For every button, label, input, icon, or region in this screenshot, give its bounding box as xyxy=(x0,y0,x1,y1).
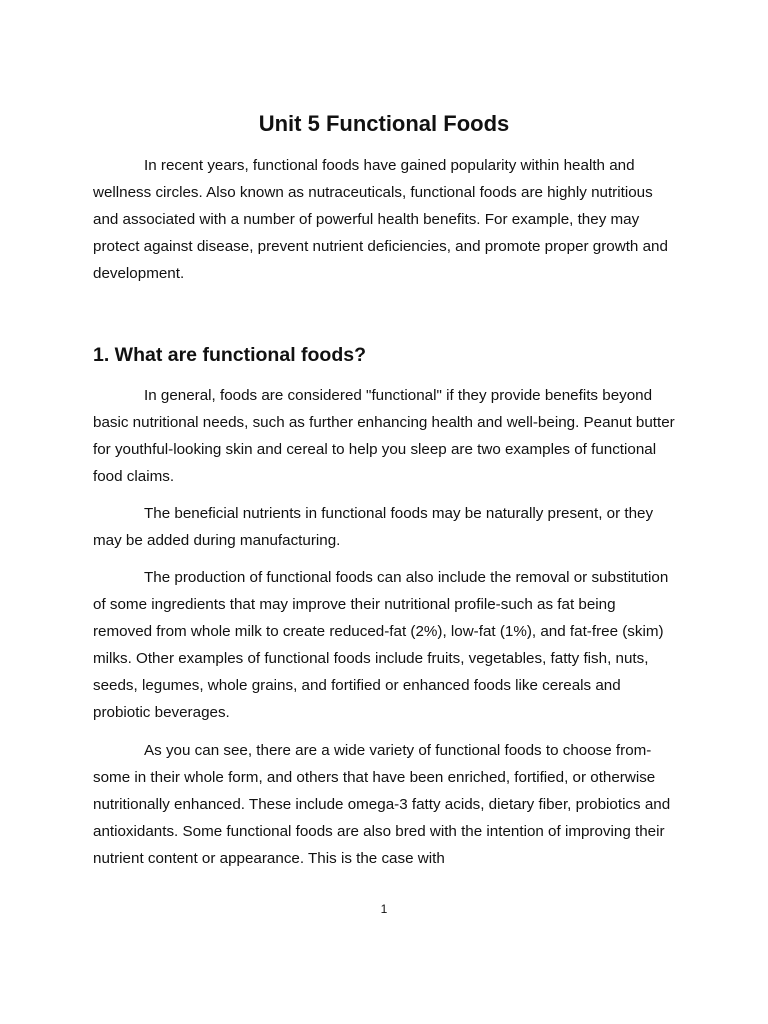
section-heading: 1. What are functional foods? xyxy=(93,344,367,366)
section-paragraph-1: In general, foods are considered "functional" if they provide benefits beyond basic nutritional needs, such as further enhancing health and well-being. Peanut butter for youthful-looking skin and cereal to help you sleep are two examples of functional food claims. xyxy=(93,387,675,485)
section-paragraph-3: The production of functional foods can also include the removal or substitution of some ingredients that may improve their nutritional profile-such as fat being removed from whole milk to create reduced-fat (2%), low-fat (1%), and fat-free (skim) milks. Other examples of functional foods include fruits, vegetables, fatty fish, nuts, seeds, legumes, whole grains, and fortified or enhanced foods like cereals and probiotic beverages. xyxy=(93,569,669,721)
document-title: Unit 5 Functional Foods xyxy=(258,111,510,136)
intro-paragraph: In recent years, functional foods have gained popularity within health and wellness circles. Also known as nutraceuticals, functional foods are highly nutritious and associated with a number of powerful health benefits. For example, they may protect against disease, prevent nutrient deficiencies, and promote proper growth and development. xyxy=(93,157,668,282)
section-paragraph-4: As you can see, there are a wide variety of functional foods to choose from-some in their whole form, and others that have been enriched, fortified, or otherwise nutritionally enhanced. These include omega-3 fatty acids, dietary fiber, probiotics and antioxidants. Some functional foods are also bred with the intention of improving their nutrient content or appearance. This is the case with xyxy=(93,742,671,867)
section-paragraph-2: The beneficial nutrients in functional foods may be naturally present, or they may be added during manufacturing. xyxy=(93,505,654,549)
page-number: 1 xyxy=(380,902,388,916)
